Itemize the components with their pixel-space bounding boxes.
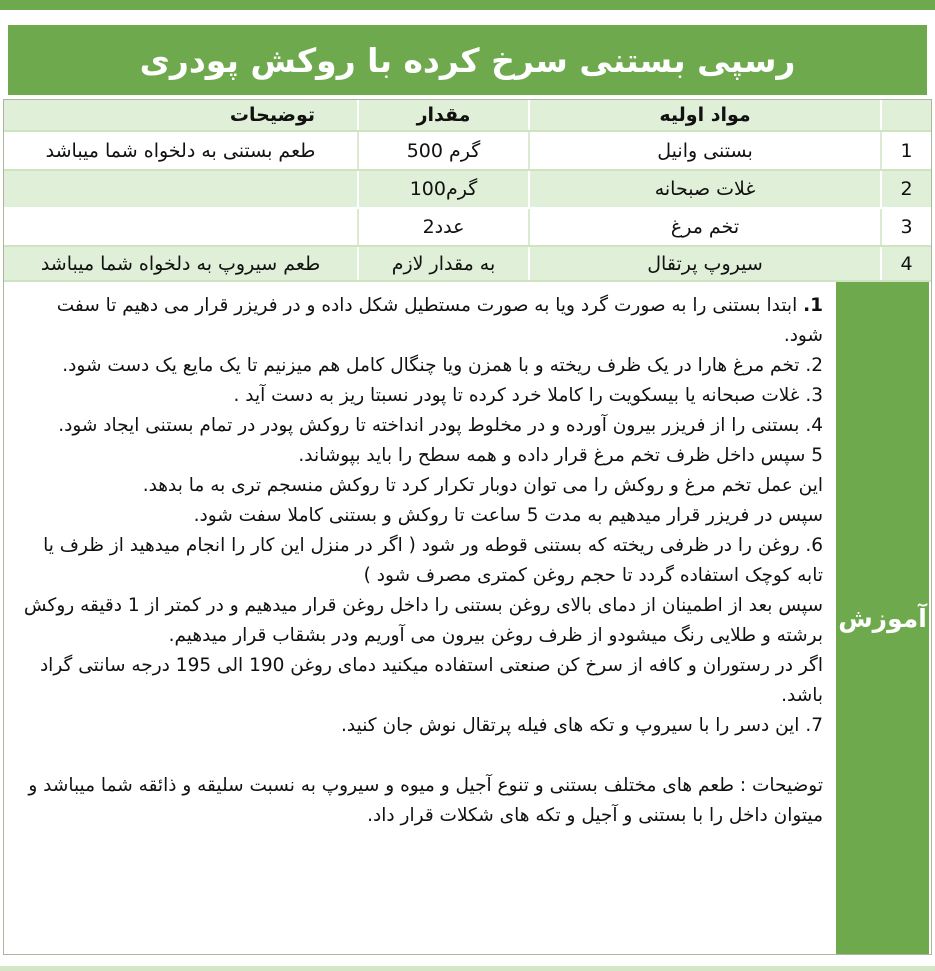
page-title: رسپی بستنی سرخ کرده با روکش پودری xyxy=(139,40,796,80)
instruction-step: 3. غلات صبحانه یا بیسکویت را کاملا خرد کرده تا پودر نسبتا ریز به دست آید . xyxy=(233,385,823,406)
bottom-gap xyxy=(0,955,935,966)
instructions-label: آموزش xyxy=(838,603,927,633)
row-notes: طعم سیروپ به دلخواه شما میباشد xyxy=(4,247,359,280)
row-ingredient: سیروپ پرتقال xyxy=(530,247,882,280)
header-amount: مقدار xyxy=(359,100,530,130)
blank-line xyxy=(18,741,823,771)
row-number: 2 xyxy=(900,178,913,200)
row-amount: 2عدد xyxy=(359,209,530,245)
header-notes: توضیحات xyxy=(4,100,359,130)
instruction-step: 1. ابتدا بستنی را به صورت گرد ویا به صورت مستطیل شکل داده و در فریزر قرار می دهیم تا سفت شود. xyxy=(56,295,823,346)
instructions-side-band xyxy=(833,282,931,954)
instruction-step: اگر در رستوران و کافه از سرخ کن صنعتی استفاده میکنید دمای روغن 190 الی 195 درجه سانتی گراد باشد. xyxy=(39,655,823,706)
recipe-sheet xyxy=(3,99,932,955)
instruction-step: سپس در فریزر قرار میدهیم به مدت 5 ساعت تا روکش و بستنی کاملا سفت شود. xyxy=(193,505,823,526)
table-row xyxy=(4,171,931,209)
table-row xyxy=(4,247,931,280)
instruction-step: سپس بعد از اطمینان از دمای بالای روغن بستنی را داخل روغن قرار میدهیم و در کمتر از 1 دقیقه روکش برشته و طلایی رنگ میشودو از ظرف روغن بیرون می آوریم ودر بشقاب قرار میدهیم. xyxy=(23,595,823,646)
row-number: 1 xyxy=(900,139,913,162)
table-row xyxy=(4,132,931,171)
row-amount: به مقدار لازم xyxy=(359,247,530,280)
table-header-row xyxy=(4,100,931,132)
top-green-strip xyxy=(0,0,935,10)
instruction-step: این عمل تخم مرغ و روکش را می توان دوبار تکرار کرد تا روکش منسجم تری به ما بدهد. xyxy=(142,475,823,496)
row-ingredient: تخم مرغ xyxy=(530,209,882,245)
header-number xyxy=(882,100,931,130)
ingredients-table xyxy=(4,100,931,280)
instruction-note: توضیحات : طعم های مختلف بستنی و تنوع آجیل و میوه و سیروپ به نسبت سلیقه و ذائقه شما میباشد و میتوان داخل را با بستنی و آجیل و تکه های شکلات قرار داد. xyxy=(28,775,823,826)
bottom-green-strip xyxy=(0,966,935,971)
row-ingredient: غلات صبحانه xyxy=(530,171,882,207)
step-number: 1. xyxy=(803,295,823,316)
top-gap xyxy=(0,10,935,25)
row-notes: طعم بستنی به دلخواه شما میباشد xyxy=(4,132,359,169)
instruction-step: 6. روغن را در ظرفی ریخته که بستنی قوطه ور شود ( اگر در منزل این کار را انجام میدهید از ظرف یا تابه کوچک استفاده گردد تا حجم روغن کمتری مصرف شود ) xyxy=(43,535,823,586)
row-notes xyxy=(4,171,359,207)
instructions-section xyxy=(4,280,931,954)
row-notes xyxy=(4,209,359,245)
header-ingredient: مواد اولیه xyxy=(530,100,882,130)
row-number: 4 xyxy=(900,252,913,275)
row-number: 3 xyxy=(900,216,913,238)
row-amount: 100گرم xyxy=(359,171,530,207)
instruction-step: 5 سپس داخل ظرف تخم مرغ قرار داده و همه سطح را باید بپوشاند. xyxy=(298,445,823,466)
instructions-text xyxy=(4,282,833,954)
instruction-step: 7. این دسر را با سیروپ و تکه های فیله پرتقال نوش جان کنید. xyxy=(341,715,823,736)
row-amount: 500 گرم xyxy=(359,132,530,169)
row-ingredient: بستنی وانیل xyxy=(530,132,882,169)
title-banner xyxy=(8,25,927,95)
table-row xyxy=(4,209,931,247)
instruction-step: 4. بستنی را از فریزر بیرون آورده و در مخلوط پودر انداخته تا روکش پودر در تمام بستنی ایجاد شود. xyxy=(58,415,823,436)
instruction-step: 2. تخم مرغ هارا در یک ظرف ریخته و با همزن ویا چنگال کامل هم میزنیم تا یک مایع یک دست شود. xyxy=(62,355,823,376)
